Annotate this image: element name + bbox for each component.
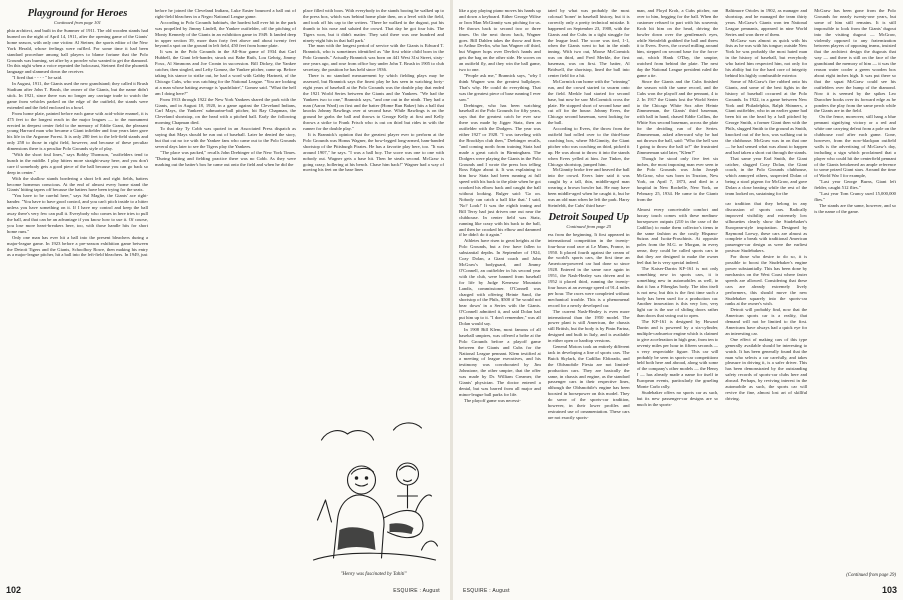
paragraph: Some of McGraw's fire rubbed onto his Giants, and some of the best fights in the history of baseball occurred at the Polo Grounds. In 1922, in a game between New York and Philadelphia, Ralph Shinners, a Giant outfielder, who in an earlier game had been hit on the head by a ball pitched by George Smith, a former Giant then with the Phils, slugged Smith to the ground as Smith, knocked out of the box, was walking out to the clubhouse. McGraw was in on that one — he had sensed what was about to happen and had taken a short cut through the stands. bbox=[725, 78, 808, 155]
paragraph: According to Polo Grounds habitués, the hardest ball ever hit in the park was propelled by Jimmy Lindell, the Yankee outfielder, off the pitching of Monty Kennedy of the Giants in an exhibition game in 1949. It landed deep in upper section 39, more than forty feet above and about twenty feet beyond a spot on the ground in left field, 450 feet from home plate. bbox=[155, 19, 296, 49]
paragraph: The playoff game was necessi- bbox=[464, 397, 521, 403]
paragraph: General Motors took an entirely different tack in developing a line of sports cars. The Buick Skylark, the Cadillac Eldorado, and the Oldsmobile Fiesta are not limited-production cars. They are basically the same, in chassis and engine, as the standard passenger cars in their respective lines, although the Oldsmobile's engine has been boosted in horsepower on this model. They do savor of the sports-car tradition, however, in their lower profiles and restrained use of ornamentation. These cars are not exactly sports- bbox=[547, 344, 630, 420]
paragraph: like a guy playing piano moves his hands up and down a keyboard. Either George Wiltse or Iron Man McGinnity was pitching for us. He throws back to second two or three times. On the next throw back, Wagner goes. Bill Dahlen takes the throw and fires to Arthur Devlin, who has Wagner off third, but Wagner hops over Devlin's hands and gets the bag on the other side. He scores on an outfield fly, and they win the ball game, two to one. bbox=[459, 8, 541, 73]
paragraph: McGraw has been gone from the Polo Grounds for nearly twenty-one years, but some of him still remains. It is still impossible to look from the Giants' dugout into the visiting dugout — McGraw, violently opposed to any fraternization between players of opposing teams, insisted that the architect design the dugouts that way — and there is still on the face of the grandstand the memory of him — it was the reason water cooler a green wooden box about eight inches high. It was put there so that the squat McGraw could see his outfielders over the hump of the diamond. Now it is seemed by the spikes Leo Durocher hooks over its forward edge as he ponders the play from the same perch while the Giants are in the field. bbox=[814, 8, 896, 114]
paragraph: The Kaiser-Darrin KF-161 is not only something new in sports cars, it is something new in automobiles as well, in that it has a Fiberglas body. The idea itself is not new, but this is the first time such a body has been used for a production car. Another innovation is this very low, very light car is the use of sliding doors rather than doors that swing out to open. bbox=[636, 265, 719, 319]
paragraph: Drebinger, who has been watching baseball at the Polo Grounds for fifty years, says that the greatest catch he ever saw there was made by Jigger Statz, then an outfielder with the Dodgers. The year was either 1927 or 1928. "I was traveling with the Brooklyn club then," Drebinger recalls, "and coming north from training Statz had made a great catch in Birmingham. The Dodgers were playing the Giants in the Polo Grounds and I wrote the press box telling Ross Edgar about it. It was explaining to him how Statz had been running at full speed with his back to the plate when he got crooked his elbow back and caught the ball without looking. Bulger said: 'Go on. Nobody can catch a ball like that.' I said, 'No? Look!' It was the eighth inning and Bill Terry had just driven one out near the clubhouse. In center field was Statz, running like crazy with his back to the ball, and then he crooked his elbow and dammed if he didn't do it again." bbox=[459, 102, 541, 238]
running-head: ESQUIRE : August bbox=[393, 588, 440, 594]
paragraph: In 1908 Bill Klem, most famous of all baseball umpires, was offered a bribe at the Polo Grounds before a playoff game between the Giants and Cubs for the National League pennant. Klem testified at a meeting of league executives, and his testimony was corroborated by Jim Johnstone, the other umpire, that the offer was made by Dr. William Creamer, the Giants' physician. The doctor entered a denial, but was barred from all major and minor-league ball parks for life. bbox=[459, 326, 541, 397]
paragraph: Only one man has ever hit a ball into the present bleachers during a major-league game. In 1923 before a pre-season exhibition game between the Detroit Tigers and the Giants, Schoolboy Rowe, then making his entry as a major-league pitcher, hit a ball into the left-field bleachers. In 1949, just bbox=[7, 234, 148, 258]
column-3 bbox=[303, 8, 444, 578]
left-page bbox=[0, 0, 450, 600]
running-head: ESQUIRE : August bbox=[463, 588, 510, 594]
paragraph: There is no standard measurement by which fielding plays may be assessed, but Brannick says the finest play he has seen in watching forty-eight years of baseball at the Polo Grounds was the double play that ended the 1921 World Series between the Giants and the Yankees. "We had the Yankees two to one," Brannick says, "and one out in the ninth. They had a man (Aaron Ward) on first and the batter (Home Run Baker) hits a ball that knocks Johnny Rawlings over at second base. While Rawlings is on the ground he grabs the ball and throws to George Kelly at first and Kelly throws a strike to Frank Frisch who is out on third but rides in with the runner for the double play." bbox=[303, 72, 444, 132]
continued-from-note: Continued from page 101 bbox=[54, 20, 101, 25]
paragraph: "I fired that - - - - " he said. bbox=[12, 75, 63, 81]
paragraph: To that day Ty Cobb was quoted in an Associated Press dispatch as saying that Mays should be run out of baseball. Later he denied the story, but that cut no ice with the Yankee fans who came out to the Polo Grounds several days later to see the Tigers play the Yankees. bbox=[155, 126, 296, 149]
paragraph: The man with the longest period of service with the Giants is Edward T. Brannick, who is sometimes identified as "the first white child born in the Polo Grounds." Actually Brannick was born on 441 West 31st Street, sixty-one years ago, and rose from office boy under John T. Brush in 1905 to club secretary, the position he has held since 1936. bbox=[303, 43, 444, 73]
paragraph: car tradition that they belong in any discussion of sports cars. Radically improved visibility and extremely low silhouettes clearly show the Studebaker's European-style inspiration. Designed by Raymond Loewy, these cars are almost as complete a break with traditional American passenger-car design as were the earliest postwar Studebakers. bbox=[725, 201, 808, 254]
paragraph: McCormick ran home with the "winning" run, and the crowd started to swarm onto the field. Merkle had started for second base, but now he saw McCormick cross the plate. He stopped short of second base and cut off for the house. Johnny Evers, the Chicago second baseman, went looking for the ball. bbox=[547, 78, 630, 126]
paragraph: "Last year George Burns, Giant left fielder, caught 512 flies." bbox=[814, 179, 896, 191]
column-7 bbox=[725, 8, 807, 578]
paragraph: ess from the beginning. It first appeared in international competition in the twenty-four-hour road race at Le Mans, France, in 1950. It placed fourth against the cream of the world's sports cars, the first time an American-powered car had done so since 1928. Entered in the same race again in 1951, the Nash-Healey was driven and in 1952 it placed third, running the twenty-four hours at an average speed of 91.4 miles per hour. The races were completed without mechanical trouble. This is a phenomenal record for a newly developed car. bbox=[547, 231, 630, 308]
paragraph: According to Evers, the throw from the outfield had rolled over to the third-base coaching box, where McGinnity, the Giant pitcher who was coaching on third, picked it up. He was about to throw it into the stands when Evers yelled at him. Joe Tinker, the Chicago shortstop, jumped him. bbox=[547, 126, 630, 167]
column-8 bbox=[814, 8, 896, 578]
cartoon-illustration bbox=[303, 400, 444, 578]
page-number: 102 bbox=[6, 585, 22, 595]
paragraph: "With the short foul lines," says Bobby Thomson, "outfielders tend to hunch in the middle. I play hitters more straight-away here, and you don't care if somebody gets a good piece of the ball because you can go back so deep in center." bbox=[7, 152, 148, 175]
paragraph: McGraw was almost as quick with his fists as he was with his tongue; outside New York he was probably the most hated man in the history of baseball, but everybody who hated him respected him, not only for his ability but for the hard core of integrity behind his highly combustible exterior. bbox=[725, 37, 808, 78]
paragraph: It is Brannick's opinion that the greatest player ever to perform at the Polo Grounds was Honus Wagner, the bow-legged long-armed, ham-handed shortstop of the Pittsburgh Pirates. He has a favorite play here, too. "It was around 1907," he says. "I was a ball boy. The score was one to one with nobody out. Wagner gets a base hit. Then he steals second. McGraw is going crazy, hollering at his bench. Chase him back!" Wagner had a way of moving his feet on the base lines bbox=[303, 132, 444, 173]
paragraph: With the shallow stands bordering a short left and right fields, batters become homerun conscious. At the end of almost every home stand the Giants' hitting tapers off because the batters have been trying for the seats. bbox=[7, 175, 148, 193]
paragraph: On the fence, moreover, still hang a blue pennant signifying victory or a red and white one carrying defeat from a pole on the clubhouse roof after each game. Gone, however, from the now-blackpan outfield walls is the advertising of McGraw's day, including a sign which proclaimed that a player who could hit the centerfield pennant of the Giants betokened an ample reference to some prized Giant stars. Around the time of World War I for example, bbox=[814, 114, 896, 179]
paragraph: McGinnity broke free and heaved the ball into the crowd. Evers later said it was caught by a tall, thin, middle-aged man wearing a brown bowler hat. He may have been middle-aged when he caught it, but he was an old man when he left the park. Harry Steinfeldt, the Cubs' third base- bbox=[547, 167, 630, 208]
paragraph: In August, 1911, the Giants used the new grandstand; they called it Brush Stadium after John T. Brush, the owner of the Giants, but the name didn't stick. In 1921, since there was no longer any carriage trade to watch the game from vehicles parked on the edge of the outfield, the stands were extended and the field enclosed in a bowl. bbox=[7, 81, 148, 110]
paragraph: Studebaker offers no sports car as such, but its new passenger-car designs are so much in the sports- bbox=[636, 390, 719, 407]
column-4 bbox=[459, 8, 541, 578]
paragraph: Detroit will probably find, now that the American sports car is a reality, that demand will not be limited to the first. Americans have always had a quick eye for an interesting car. bbox=[725, 307, 808, 336]
paragraph: before he joined the Cleveland Indians, Luke Easter bounced a ball out of right-field bleachers in a Negro National League game. bbox=[155, 8, 296, 19]
paragraph: "Last year Tom Cruncy used 15,000,000 flies." bbox=[814, 191, 896, 202]
paragraph: The current Nash-Healey is even more international than the 1950 model. The power plant is still American, the chassis still British, but the body is by Pinin Farina, designed and built in Italy, and is available in either open or hardtop versions. bbox=[547, 308, 630, 344]
paragraph: Since the Giants and the Cubs finished the season with the same record, and the Cubs won the playoff and the pennant, 4 to 2. In 1917 the Giants lost the World Series to the Chicago White Sox after Heinie Zimmerman, the Giants' third baseman, with ball in hand, chased Eddie Collins, the White Sox second baseman, across the plate for the deciding run of the Series. Zimmerman, asked afterward why he had not thrown the ball, said: "Who the hell was I going to throw the ball to?" the frustrated Zimmerman said later, "Klem?" bbox=[636, 78, 719, 155]
continued-from-note-2: Continued from page 25 bbox=[566, 223, 611, 229]
left-footer bbox=[0, 582, 450, 596]
right-footer bbox=[453, 582, 903, 596]
paragraph: Almost every conceivable comfort and luxury touch comes with these medium-horsepower outputs (210 in the case of the Cadillac) to make them collector's items in the same fashion as the costly Hispano-Suizas and Isotta-Fraschinis. At opposite poles from the M.G. or Morgan, in every sense, they could be called sports cars in that they are designed to make the owner feel that he is very special indeed. bbox=[636, 206, 719, 266]
paragraph: Though he stood only five feet six inches, the most imposing man ever seen in the Polo Grounds was John Joseph McGraw, who was born in Truxton, New York, on April 7, 1873, and died in a hospital in New Rochelle, New York, on February 25, 1934. He came to the Giants from the bbox=[636, 155, 719, 202]
column-2 bbox=[155, 8, 296, 578]
cartoon-drawing-icon bbox=[303, 400, 444, 570]
column-1 bbox=[7, 8, 148, 578]
cartoon-caption: "Henry was fascinated by Tahiti" bbox=[340, 572, 407, 577]
column-5 bbox=[548, 8, 630, 578]
right-page bbox=[453, 0, 903, 600]
paragraph: The stands are the same, however, and so is the name of the game. bbox=[814, 202, 896, 214]
paragraph: From home plate, painted before each game with acid-white enamel, it is 475 feet to the longest reach in the major leagues — to the monument erected in deepest center field to the memory of Eddie Grant, the pleasant young Harvard man who became a Giant infielder and four years later gave his life in the Argonne Forest. It is only 280 feet to the left-field stands and only 258 to those in right field, however, and because of these peculiar dimensions there is a peculiar Polo Grounds style of play. bbox=[7, 110, 148, 152]
left-page-columns bbox=[7, 8, 444, 578]
paragraph: phia architect, and built in the Summer of 1911. The old wooden stands had burned on the night of April 14, 1911, after the opening game of the Giants' home season, with only one victim: Al Steiner, the sports editor of the New York Herald, whose feelings were ruffled. For some time it had been standard procedure among ball players to blame fortune that the Polo Grounds was burning, set afire by a prowler who wanted to get the diamond. On this night when a voice repeated the holocaust, Steinert fled the phonetik language and slammed down the receiver. bbox=[7, 28, 148, 75]
paragraph: man, and Floyd Kroh, a Cubs pitcher, ran over to him, begging for the ball. When the customer refused to part with his souvenir, Kroh hit him on the head, driving the bowler down over the gentleman's eyes, while Steinfeldt grabbed the ball and threw it to Evers. Evers, the crowd milling around him, stepped on second base for the force-out, which Hank O'Day, the umpire, watched from behind the plate. The next day the National League president ruled the game a tie. bbox=[636, 8, 719, 78]
paragraph: "The place was packed," recalls John Drebinger of the New York Times. "During batting and fielding practice there was no Cobb. As they were marking out the batter's box he came out onto the field and when he did the bbox=[155, 149, 296, 167]
paragraph: The KF-161 is designed by Howard Darrin and is powered by a six-cylinder, multiple-carburetor engine which is claimed to give acceleration in high gear, from ten to seventy miles per hour in fifteen seconds — a very respectable figure. This car will probably be seen in sports-car competitions held both here and abroad, along with some of the company's other models — the Henry J — has already made a name for itself in European events, particularly the grueling Monte Carlo rally. bbox=[636, 319, 719, 390]
paragraph: "You have to be careful here," says Sal Maglie, the Giants' ace right-hander. "You have to have good control, and you can't pitch inside to a hitter unless you have something on it. If I have my control and keep the ball away there's very few can pull it. Everybody who comes in here tries to pull the ball, and that can be an advantage if you know how to use it. Of course, you lose more heart-breakers here, too, with those handle hits for short home runs." bbox=[7, 193, 148, 234]
paragraph: From 1913 through 1922 the New York Yankees shared the park with the Giants, and in August 18, 1920, in a game against the Cleveland Indians, Carl Mays, the Yankees' submarine-ball pitcher, hit Ray Chapman, the Cleveland shortstop, on the head with a pitched ball. Early the following morning Chapman died. bbox=[155, 96, 296, 126]
paragraph: That same year Earl Smith, the Giant catcher, slugged Cozy Dolan, the Giant coach, in the Polo Grounds clubhouse, which annoyed others, suspected Dolan of being a stool pigeon for McGraw, and gave Dolan a close beating while the rest of the team looked on, sustaining for the bbox=[725, 155, 808, 197]
paragraph: tated by what was probably the most colossal 'boner' in baseball history, but it is correctly only a pretty technical mistake. It happened on September 23, 1908, with the Giants and the Cubs in a tight struggle for the league lead. The score was tied, 1-1, when the Giants went to bat in the ninth inning. With two out, Moose McCormick was on third, and Fred Merkle, the first baseman, was on first. The batter, Al Bridwell, the shortstop, lined the ball into center field for a hit. bbox=[547, 8, 630, 78]
paragraph: It was in the Polo Grounds in the All-Star game of 1934 that Carl Hubbell, the Giant left-hander, struck out Babe Ruth, Lou Gehrig, Jimmy Foxx, Al Simmons and Joe Cronin in succession. Bill Dickey, the Yankee catcher, then singled, and Lefty Gomez, the Yankee pitcher, came up. Before taking his stance to strike out, he had a word with Gabby Hartnett, of the Chicago Cubs, who was catching for the National League. "You are looking at a man whose batting average is 'quadrilaire'," Gomez said. "What the hell am I doing here?" bbox=[155, 49, 296, 96]
paragraph: One effect of making cars of this type generally available should be interesting to watch. It has been generally found that the man who selects a car carefully, and takes pleasure in driving it, is a safer driver. This has been demonstrated by the outstanding safety records of sports-car clubs here and abroad. Perhaps, by reviving interest in the automobile as such, the sports car will revive the fine, almost lost art of skillful driving. bbox=[725, 336, 808, 401]
story-title: Playground for Heroes bbox=[27, 8, 128, 19]
paragraph: Baltimore Orioles in 1902, as manager and shortstop, and he managed the team thirty years. McGraw's Giants won ten National League pennants, appeared in nine World Series and won three of them. bbox=[725, 8, 808, 37]
continued-note: (Continued from page 29) bbox=[846, 573, 896, 578]
paragraph: "People ask me," Brannick says, "why I think Wagner was the greatest ballplayer. That's why. He could do everything. That was the greatest piece of base running I ever saw." bbox=[459, 72, 541, 102]
page-number: 103 bbox=[881, 585, 897, 595]
paragraph: For those who desire to do so, it is possible to boost the Studebaker's engine power substantially. This has been done by mechanics on the West Coast where faster speeds are allowed. Considering that these cars are already extremely lively performers, this should move the new Studebaker squarely into the sports-car ranks at the owner's wish. bbox=[725, 254, 808, 307]
right-page-columns bbox=[459, 8, 896, 578]
paragraph: place filled with boos. With everybody in the stands booing he walked up to the press box, which was behind home plate then, on a level with the field, and took off his cap to the writers. 'There he walked to the dugout, put his thumb to his nose and saluted the crowd. That day he got four hits. The Tigers won, but it didn't matter. They said there was one hundred and ninety-eight hits in that ball park.' bbox=[303, 8, 444, 43]
column-6 bbox=[637, 8, 719, 578]
paragraph: Athletes have risen to great heights at the Polo Grounds, but a few have fallen to substantial depths. In September of 1924, Cozy Dolan, a Giant coach and John McGraw's bodyguard, and Jimmy O'Connell, an outfielder in his second year with the club, were banned from baseball for life by Judge Kenesaw Mountain Landis, commissioner. O'Connell was charged with offering Heinie Sand, the shortstop of the Phils, $500 if 'he would not bear down' in a Series with the Giants. O'Connell admitted it, and said Dolan had put him up to it. "I don't remember," was all Dolan would say. bbox=[459, 238, 541, 327]
story-title-detroit: Detroit Souped Up bbox=[548, 211, 629, 223]
